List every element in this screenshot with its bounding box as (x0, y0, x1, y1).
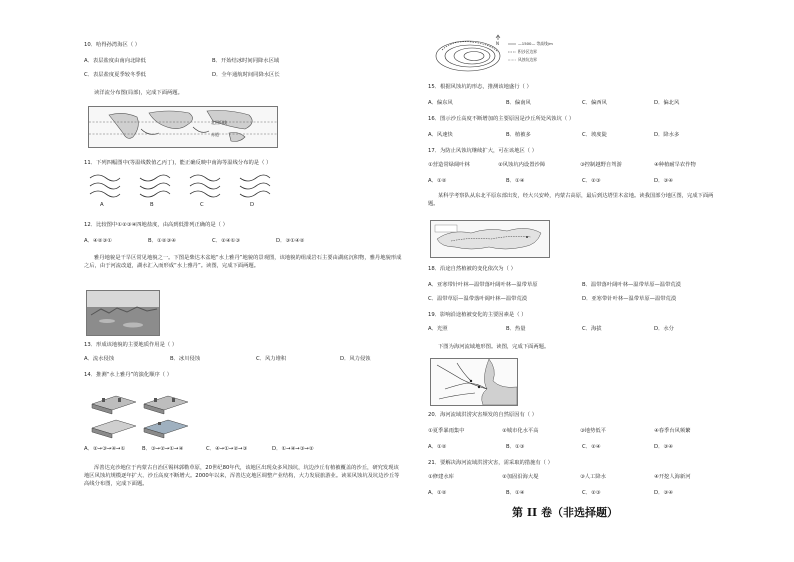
q16-stem: 16．图示沙丘高度不断增加的主要原因是沙丘所处风蚀坑（ ） (428, 116, 575, 122)
legend-wind: 风蚀坑边界 (518, 57, 537, 62)
q21-option-d: D．③④ (654, 490, 673, 496)
q17-option-c: C．②③ (582, 178, 601, 184)
map-label-equator: 赤道 (211, 132, 219, 137)
yardang-photo (86, 290, 160, 336)
map-label-tropic: 北回归线 (211, 120, 227, 125)
blowout-contour-map (432, 34, 572, 78)
q17-item-2: ②风蚀坑内设置沙障 (498, 162, 546, 168)
intro-yardang: 雅丹地貌是干旱区常见地貌之一。下图是柴达木盆地“水上雅丹”地貌的景观图，该地貌的组成岩石主要由湖底沉积物，雅丹地貌形成之后，由于河流改道，湖水汇入而形成“水上雅丹”。读图，完成下面两题。 (84, 255, 402, 269)
q18-option-c: C．温带草原—温带落叶阔叶林—温带荒漠 (428, 296, 528, 302)
q17-item-1: ①营造常绿阔叶林 (428, 162, 470, 168)
q18-option-b: B．温带落叶阔叶林—温带草原—温带荒漠 (582, 282, 681, 288)
q13-option-b: B．冰川侵蚀 (170, 356, 201, 362)
q17-option-a: A．①② (428, 178, 447, 184)
q21-item-2: ②加固沿海大堤 (502, 474, 539, 480)
q21-option-b: B．①④ (506, 490, 525, 496)
q10-option-b: B．开始结冰时间同降水区域 (212, 58, 280, 64)
q13-stem: 13．形成该地貌的主要地质作用是（ ） (84, 342, 178, 348)
isotherm-options (86, 172, 276, 210)
ocean-current-map (88, 106, 278, 148)
q19-option-d: D．水分 (654, 326, 674, 332)
q20-item-3: ③地势低平 (580, 428, 606, 434)
china-region-map (430, 220, 550, 258)
legend-dune: 积沙区边界 (518, 49, 537, 54)
q16-option-b: B．植被多 (506, 132, 531, 138)
q10-stem: 10．哈得孙湾海区（ ） (84, 42, 141, 48)
haihe-basin-map (430, 358, 518, 406)
q14-option-d: D．①→④→③→② (272, 446, 314, 452)
legend-contour: —1500— 等高线/m (518, 41, 553, 46)
q14-option-c: C．④→①→②→③ (206, 446, 248, 452)
q17-stem: 17．为防止风蚀坑继续扩大，可在该地区（ ） (428, 148, 538, 154)
q21-stem: 21．要解决海河流域洪涝灾害，需采取的措施有（ ） (428, 460, 553, 466)
q15-option-c: C．偏西风 (582, 100, 607, 106)
q10-option-a: A．表层盐度由南向北降低 (84, 58, 146, 64)
q13-option-d: D．风力侵蚀 (340, 356, 371, 362)
intro-trip: 某科学考察队从东北平原东部出发，经大兴安岭，内蒙古高原，最后到达塔里木盆地。读我国部分地区图，完成下面两题。 (428, 193, 714, 207)
q20-option-b: B．①③ (506, 444, 525, 450)
isotherm-label-a: A (100, 202, 104, 208)
q10-option-d: D．全年通航时间同降水区长 (212, 72, 280, 78)
intro-sandland: 浑善达克沙地位于内蒙古自治区锡林郭勒草原，20世纪80年代，该地区出现众多风蚀坑，坑边沙丘有植被覆盖的沙丘，研究发现该地区风蚀坑规模逐年扩大、沙丘高度不断增大。2000年以来，浑善达克地区调整产业结构，大力发展旅游业。读某风蚀坑及坑边沙丘等高线分布图，完成下面题。 (84, 465, 400, 487)
q18-stem: 18．沿途自然植被的变化依次为（ ） (428, 266, 516, 272)
q20-item-2: ②城市化水平高 (502, 428, 539, 434)
q20-option-a: A．①② (428, 444, 447, 450)
q20-item-1: ①夏季暴雨集中 (428, 428, 465, 434)
intro-ocean-currents: 读洋流分布图(局部)，完成下面两题。 (94, 90, 183, 96)
q16-option-c: C．坡度陡 (582, 132, 607, 138)
q12-option-a: A．④②③① (84, 238, 112, 244)
section-title: 第 II 卷（非选择题） (512, 506, 618, 519)
intro-haihe: 下图为海河流域地形图。读图，完成下面两题。 (438, 344, 550, 350)
q21-item-3: ③人工降水 (580, 474, 606, 480)
q14-option-a: A．②→③→④→① (84, 446, 126, 452)
q17-item-3: ③控制越野自驾游 (580, 162, 622, 168)
q15-option-d: D．偏北风 (654, 100, 680, 106)
q19-option-b: B．热量 (506, 326, 526, 332)
q15-stem: 15．根据风蚀坑的形态，推测该地盛行（ ） (428, 84, 532, 90)
q12-option-d: D．③①④② (276, 238, 305, 244)
svg-text:N: N (496, 41, 499, 46)
isotherm-label-b: B (150, 202, 154, 208)
q20-option-d: D．③④ (654, 444, 673, 450)
q19-stem: 19．影响沿途植被变化的主要因素是（ ） (428, 312, 527, 318)
q20-item-4: ④春季台风频繁 (654, 428, 691, 434)
q10-option-c: C．表层盐度夏季较冬季低 (84, 72, 146, 78)
q17-item-4: ④种植耐旱农作物 (654, 162, 696, 168)
q20-option-c: C．②④ (582, 444, 601, 450)
yardang-evolution-diagram (88, 384, 192, 440)
q12-stem: 12．比较图中①②③④四地盐度，由高到低排列正确的是（ ） (84, 222, 228, 228)
q19-option-c: C．海拔 (582, 326, 602, 332)
q17-option-b: B．①④ (506, 178, 525, 184)
q14-stem: 14．推测“水上雅丹”的演化顺序（ ） (84, 372, 173, 378)
q16-option-a: A．风速快 (428, 132, 453, 138)
q11-stem: 11．下列四幅图中(等温线数值乙丙丁)，能正确反映中南海等温线分布的是（ ） (84, 160, 272, 166)
q20-stem: 20．海河流域洪涝灾害频发的自然原因有（ ） (428, 412, 538, 418)
q21-item-4: ④开挖人海新河 (654, 474, 691, 480)
q13-option-a: A．流水侵蚀 (84, 356, 115, 362)
q18-option-d: D．亚寒带针叶林—温带草原—温带荒漠 (582, 296, 677, 302)
q18-option-a: A．亚寒带针叶林—温带落叶阔叶林—温带草原 (428, 282, 538, 288)
isotherm-label-d: D (250, 202, 255, 208)
q21-item-1: ①修建水库 (428, 474, 454, 480)
q14-option-b: B．③→②→①→④ (142, 446, 184, 452)
q21-option-a: A．①② (428, 490, 447, 496)
q13-option-c: C．风力堆积 (256, 356, 287, 362)
q19-option-a: A．光照 (428, 326, 448, 332)
q17-option-d: D．③④ (654, 178, 673, 184)
q12-option-b: B．①②③④ (148, 238, 176, 244)
q15-option-a: A．偏东风 (428, 100, 453, 106)
q21-option-c: C．②③ (582, 490, 601, 496)
isotherm-label-c: C (200, 202, 204, 208)
q16-option-d: D．降水多 (654, 132, 680, 138)
q12-option-c: C．②④①③ (212, 238, 240, 244)
q15-option-b: B．偏南风 (506, 100, 531, 106)
